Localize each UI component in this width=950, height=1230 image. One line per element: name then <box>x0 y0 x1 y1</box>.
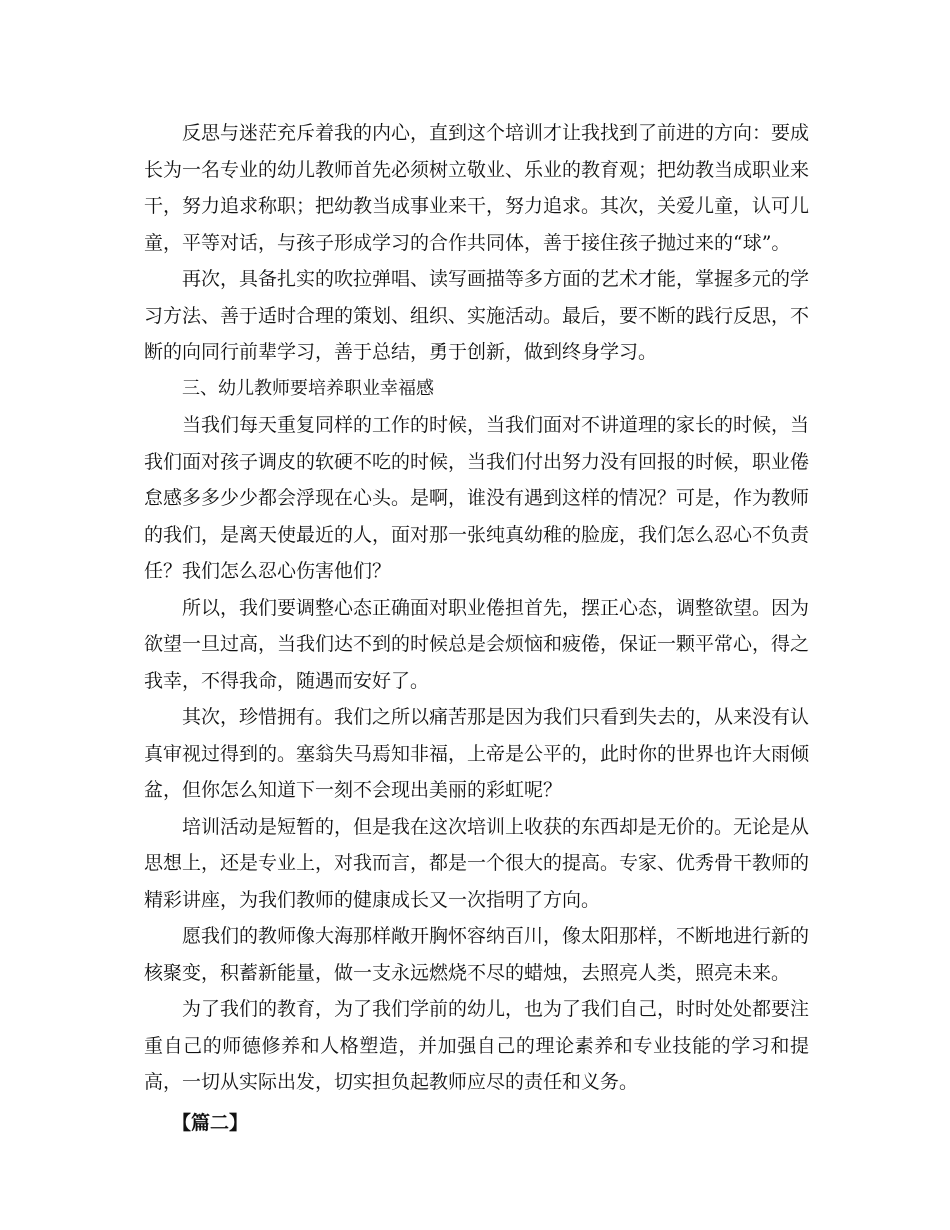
paragraph: 再次，具备扎实的吹拉弹唱、读写画描等多方面的艺术才能，掌握多元的学习方法、善于适时合理的策划、组织、实施活动。最后，要不断的践行反思，不断的向同行前辈学习，善于总结，勇于创新，做到终身学习。 <box>144 268 810 363</box>
paragraph: 当我们每天重复同样的工作的时候，当我们面对不讲道理的家长的时候，当我们面对孩子调皮的软硬不吃的时候，当我们付出努力没有回报的时候，职业倦怠感多多少少都会浮现在心头。是啊，谁没有遇到这样的情况？可是，作为教师的我们，是离天使最近的人，面对那一张纯真幼稚的脸庞，我们怎么忍心不负责任？我们怎么忍心伤害他们？ <box>144 414 810 582</box>
paragraph: 培训活动是短暂的，但是我在这次培训上收获的东西却是无价的。无论是从思想上，还是专业上，对我而言，都是一个很大的提高。专家、优秀骨干教师的精彩讲座，为我们教师的健康成长又一次指明了方向。 <box>144 815 810 911</box>
paragraph: 愿我们的教师像大海那样敞开胸怀容纳百川，像太阳那样，不断地进行新的核聚变，积蓄新能量，做一支永远燃烧不尽的蜡烛，去照亮人类，照亮未来。 <box>144 925 810 984</box>
section-heading: 三、幼儿教师要培养职业幸福感 <box>182 377 434 399</box>
paragraph: 为了我们的教育，为了我们学前的幼儿，也为了我们自己，时时处处都要注重自己的师德修养和人格塑造，并加强自己的理论素养和专业技能的学习和提高，一切从实际出发，切实担负起教师应尽的责任和义务。 <box>144 998 810 1093</box>
paragraph: 所以，我们要调整心态正确面对职业倦担首先，摆正心态，调整欲望。因为欲望一旦过高，当我们达不到的时候总是会烦恼和疲倦，保证一颗平常心，得之我幸，不得我命，随遇而安好了。 <box>144 596 810 692</box>
document-body <box>144 115 809 1141</box>
paragraph: 其次，珍惜拥有。我们之所以痛苦那是因为我们只看到失去的，从来没有认真审视过得到的。塞翁失马焉知非福，上帝是公平的，此时你的世界也许大雨倾盆，但你怎么知道下一刻不会现出美丽的彩虹呢？ <box>144 706 810 801</box>
paragraph: 反思与迷茫充斥着我的内心，直到这个培训才让我找到了前进的方向：要成长为一名专业的幼儿教师首先必须树立敬业、乐业的教育观；把幼教当成职业来干，努力追求称职；把幼教当成事业来干，努力追求。其次，关爱儿童，认可儿童，平等对话，与孩子形成学习的合作共同体，善于接住孩子抛过来的“球”。 <box>144 122 810 254</box>
part-label: 【篇二】 <box>172 1111 249 1134</box>
